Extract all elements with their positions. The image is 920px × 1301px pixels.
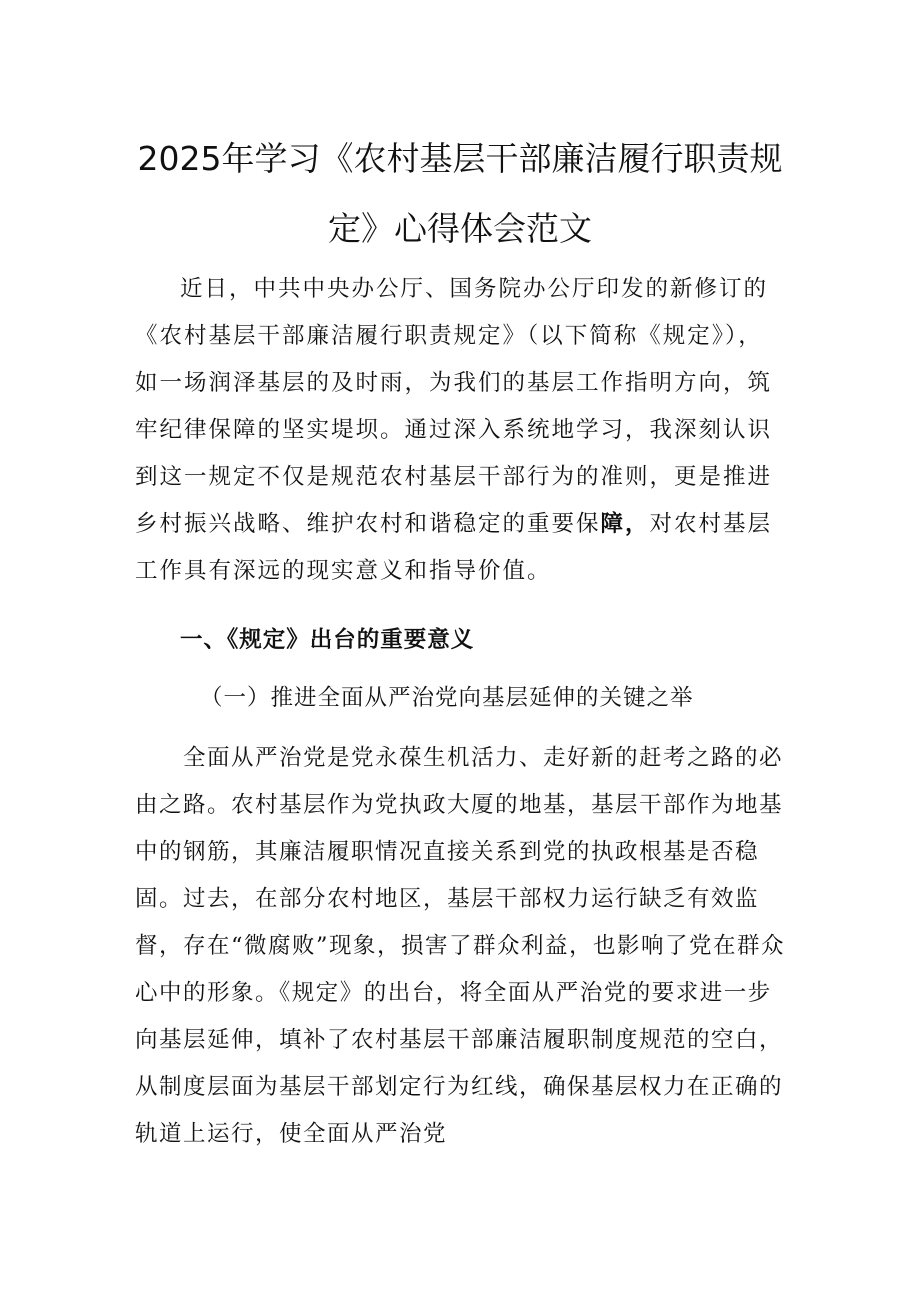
intro-paragraph	[135, 266, 785, 595]
document-title-line-1: 2025年学习《农村基层干部廉洁履行职责规	[137, 139, 783, 178]
subsection-heading-1: （一）推进全面从严治党向基层延伸的关键之举	[200, 685, 694, 711]
intro-text-end: 对农村基层工作具有深远的现实意义和指导价值。	[135, 511, 773, 584]
document-title-line-2: 定》心得体会范文	[328, 209, 592, 248]
intro-text-bold: 障，	[600, 511, 650, 537]
section-paragraph-1: 全面从严治党是党永葆生机活力、走好新的赶考之路的必由之路。农村基层作为党执政大厦的地基，基层干部作为地基中的钢筋，其廉洁履职情况直接关系到党的执政根基是否稳固。过去，在部分农村地区，基层干部权力运行缺乏有效监督，存在“微腐败”现象，损害了群众利益，也影响了党在群众心中的形象。《规定》的出台，将全面从严治党的要求进一步向基层延伸，填补了农村基层干部廉洁履职制度规范的空白，从制度层面为基层干部划定行为红线，确保基层权力在正确的轨道上运行，使全面从严治党	[135, 745, 786, 1147]
intro-text-start: 近日，中共中央办公厅、国务院办公厅印发的新修订的《农村基层干部廉洁履行职责规定》（以下简称《规定》），如一场润泽基层的及时雨，为我们的基层工作指明方向，筑牢纪律保障的坚实堤坝。通过深入系统地学习，我深刻认识到这一规定不仅是规范农村基层干部行为的准则，更是推进乡村振兴战略、维护农村和谐稳定的重要保	[135, 276, 773, 537]
section-heading-1: 一、《规定》出台的重要意义	[180, 627, 475, 653]
